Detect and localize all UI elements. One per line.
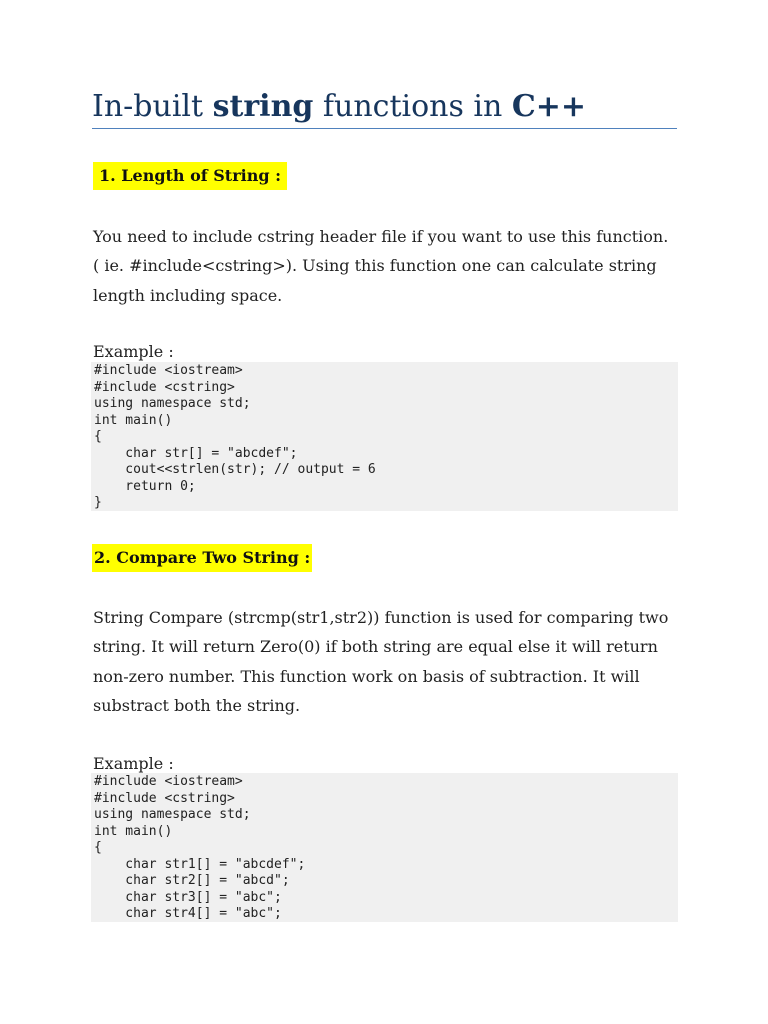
section-paragraph-length: You need to include cstring header file if you want to use this function. ( ie. #include<cstring>). Using this function one can calculate string length including space. xyxy=(93,227,669,305)
page-title xyxy=(92,86,677,128)
title-part-1: In-built xyxy=(92,89,213,124)
section-heading-length: 1. Length of String : xyxy=(93,162,287,190)
title-part-4: C++ xyxy=(511,89,587,124)
example-label-compare: Example : xyxy=(93,754,174,773)
title-part-2: string xyxy=(212,89,314,124)
section-heading-compare: 2. Compare Two String : xyxy=(92,544,312,572)
title-underline xyxy=(92,128,677,129)
code-block-strlen: #include <iostream> #include <cstring> using namespace std; int main() { char str[] = "abcdef"; cout<<strlen(str); // output = 6 return 0; } xyxy=(91,362,678,511)
section-paragraph-compare: String Compare (strcmp(str1,str2)) function is used for comparing two string. It will return Zero(0) if both string are equal else it will return non-zero number. This function work on basis of subtraction. It will substract both the string. xyxy=(93,608,669,715)
code-block-strcmp: #include <iostream> #include <cstring> using namespace std; int main() { char str1[] = "abcdef"; char str2[] = "abcd"; char str3[] = "abc"; char str4[] = "abc"; xyxy=(91,773,678,922)
example-label-length: Example : xyxy=(93,342,174,361)
title-part-3: functions in xyxy=(313,89,512,124)
